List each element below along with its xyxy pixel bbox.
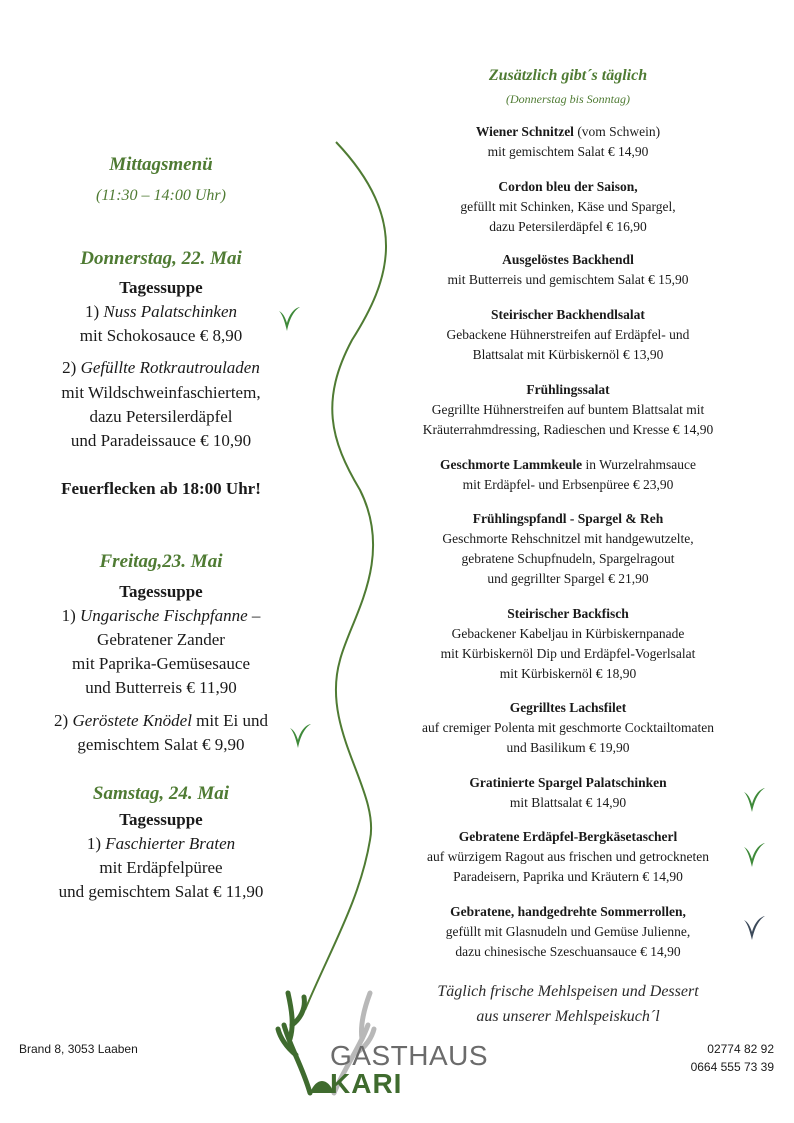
menu-item-title: Steirischer Backfisch bbox=[507, 606, 629, 621]
saturday-menu-1-title: 1) Faschierter Braten bbox=[86, 834, 236, 853]
vegetarian-icon bbox=[287, 722, 313, 750]
friday-title: Freitag,23. Mai bbox=[99, 551, 223, 572]
menu-item-title: Steirischer Backhendlsalat bbox=[491, 307, 645, 322]
thursday-menu-2-detail-3: und Paradeissauce € 10,90 bbox=[70, 431, 252, 450]
menu-item-line: Gegrillte Hühnerstreifen auf buntem Blattsalat mit bbox=[431, 402, 705, 417]
menu-item-line: mit Butterreis und gemischtem Salat € 15,90 bbox=[447, 272, 689, 287]
thursday-soup: Tagessuppe bbox=[119, 278, 203, 297]
menu-item bbox=[380, 902, 756, 962]
menu-item-line: mit Erdäpfel- und Erbsenpüree € 23,90 bbox=[462, 477, 674, 492]
menu-item-title: Gebratene, handgedrehte Sommerrollen, bbox=[450, 904, 686, 919]
menu-item-title: Frühlingssalat bbox=[526, 382, 610, 397]
menu-item bbox=[380, 455, 756, 495]
vegan-icon bbox=[741, 914, 767, 942]
menu-item-title: Gegrilltes Lachsfilet bbox=[509, 700, 627, 715]
friday-menu-2-title: 2) Geröstete Knödel mit Ei und bbox=[54, 711, 268, 730]
friday-menu-1-detail-3: und Butterreis € 11,90 bbox=[85, 678, 237, 697]
menu-item-line: mit gemischtem Salat € 14,90 bbox=[487, 144, 649, 159]
thursday-menu-2-detail-1: mit Wildschweinfaschiertem, bbox=[61, 383, 261, 402]
daily-menu-subheading: (Donnerstag bis Sonntag) bbox=[506, 92, 630, 106]
menu-item-line: und Basilikum € 19,90 bbox=[506, 740, 630, 755]
menu-item-line: gefüllt mit Glasnudeln und Gemüse Julienne, bbox=[445, 924, 691, 939]
vegetarian-icon bbox=[741, 786, 767, 814]
menu-item-line: und gegrillter Spargel € 21,90 bbox=[487, 571, 649, 586]
menu-item-line: auf cremiger Polenta mit geschmorte Cocktailtomaten bbox=[421, 720, 715, 735]
menu-item bbox=[380, 773, 756, 813]
footer-phone-2: 0664 555 73 39 bbox=[690, 1060, 774, 1074]
menu-item-title: Gebratene Erdäpfel-Bergkäsetascherl bbox=[458, 829, 678, 844]
menu-item bbox=[380, 698, 756, 758]
closing-note-line-2: aus unserer Mehlspeiskuch´l bbox=[476, 1008, 660, 1025]
menu-item bbox=[380, 604, 756, 684]
menu-item-line: dazu chinesische Szeschuansauce € 14,90 bbox=[455, 944, 681, 959]
saturday-menu-1-detail-2: und gemischtem Salat € 11,90 bbox=[58, 882, 264, 901]
menu-item-line: mit Blattsalat € 14,90 bbox=[509, 795, 627, 810]
footer-phone-1: 02774 82 92 bbox=[707, 1042, 774, 1056]
menu-item-title: Ausgelöstes Backhendl bbox=[502, 252, 634, 267]
menu-item bbox=[380, 827, 756, 887]
menu-item bbox=[380, 509, 756, 589]
menu-item-line: Blattsalat mit Kürbiskernöl € 13,90 bbox=[472, 347, 664, 362]
friday-menu-1-title: 1) Ungarische Fischpfanne – bbox=[61, 606, 261, 625]
thursday-menu-1-detail: mit Schokosauce € 8,90 bbox=[79, 326, 243, 345]
saturday-soup: Tagessuppe bbox=[119, 810, 203, 829]
menu-item-line: Gebackener Kabeljau in Kürbiskernpanade bbox=[451, 626, 685, 641]
menu-item-title: Geschmorte Lammkeule in Wurzelrahmsauce bbox=[440, 457, 696, 472]
menu-item-line: Paradeisern, Paprika und Kräutern € 14,90 bbox=[453, 869, 683, 884]
lunch-menu-title: Mittagsmenü bbox=[109, 154, 213, 175]
closing-note-line-1: Täglich frische Mehlspeisen und Dessert bbox=[437, 983, 699, 1000]
daily-menu-heading: Zusätzlich gibt´s täglich bbox=[488, 67, 648, 84]
thursday-menu-2-title: 2) Gefüllte Rotkrautrouladen bbox=[62, 358, 260, 377]
menu-item bbox=[380, 122, 756, 162]
menu-item-line: dazu Petersilerdäpfel € 16,90 bbox=[489, 219, 647, 234]
menu-item-line: gebratene Schupfnudeln, Spargelragout bbox=[461, 551, 675, 566]
thursday-menu-2-detail-2: dazu Petersilerdäpfel bbox=[89, 407, 233, 426]
menu-item-title: Frühlingspfandl - Spargel & Reh bbox=[472, 511, 664, 526]
vegetarian-icon bbox=[741, 841, 767, 869]
footer-address: Brand 8, 3053 Laaben bbox=[19, 1042, 138, 1056]
menu-item-title: Gratinierte Spargel Palatschinken bbox=[469, 775, 667, 790]
friday-menu-1-detail-1: Gebratener Zander bbox=[97, 630, 225, 649]
menu-item-line: Geschmorte Rehschnitzel mit handgewutzelte, bbox=[442, 531, 694, 546]
menu-item-title: Wiener Schnitzel (vom Schwein) bbox=[475, 124, 661, 139]
menu-item-line: gefüllt mit Schinken, Käse und Spargel, bbox=[460, 199, 676, 214]
friday-menu-2-detail: gemischtem Salat € 9,90 bbox=[77, 735, 245, 754]
logo-wordmark-kari: KARI bbox=[330, 1068, 403, 1099]
thursday-title: Donnerstag, 22. Mai bbox=[80, 248, 242, 269]
logo-wordmark-gasthaus: GASTHAUS bbox=[330, 1040, 489, 1071]
menu-item-line: mit Kürbiskernöl € 18,90 bbox=[499, 666, 637, 681]
menu-item-line: mit Kürbiskernöl Dip und Erdäpfel-Vogerlsalat bbox=[440, 646, 696, 661]
menu-item-line: auf würzigem Ragout aus frischen und getrockneten bbox=[427, 849, 709, 864]
friday-soup: Tagessuppe bbox=[119, 582, 203, 601]
friday-menu-1-detail-2: mit Paprika-Gemüsesauce bbox=[72, 654, 250, 673]
menu-item bbox=[380, 177, 756, 237]
menu-item-line: Kräuterrahmdressing, Radieschen und Kresse € 14,90 bbox=[422, 422, 714, 437]
menu-item bbox=[380, 380, 756, 440]
thursday-menu-1-title: 1) Nuss Palatschinken bbox=[84, 302, 238, 321]
saturday-menu-1-detail-1: mit Erdäpfelpüree bbox=[99, 858, 223, 877]
saturday-title: Samstag, 24. Mai bbox=[92, 783, 230, 804]
menu-item-title: Cordon bleu der Saison, bbox=[498, 179, 638, 194]
menu-item bbox=[380, 305, 756, 365]
menu-item-line: Gebackene Hühnerstreifen auf Erdäpfel- und bbox=[446, 327, 690, 342]
vegetarian-icon bbox=[276, 305, 302, 333]
lunch-menu-hours: (11:30 – 14:00 Uhr) bbox=[96, 187, 226, 204]
menu-item bbox=[380, 250, 756, 290]
thursday-special: Feuerflecken ab 18:00 Uhr! bbox=[61, 479, 261, 498]
